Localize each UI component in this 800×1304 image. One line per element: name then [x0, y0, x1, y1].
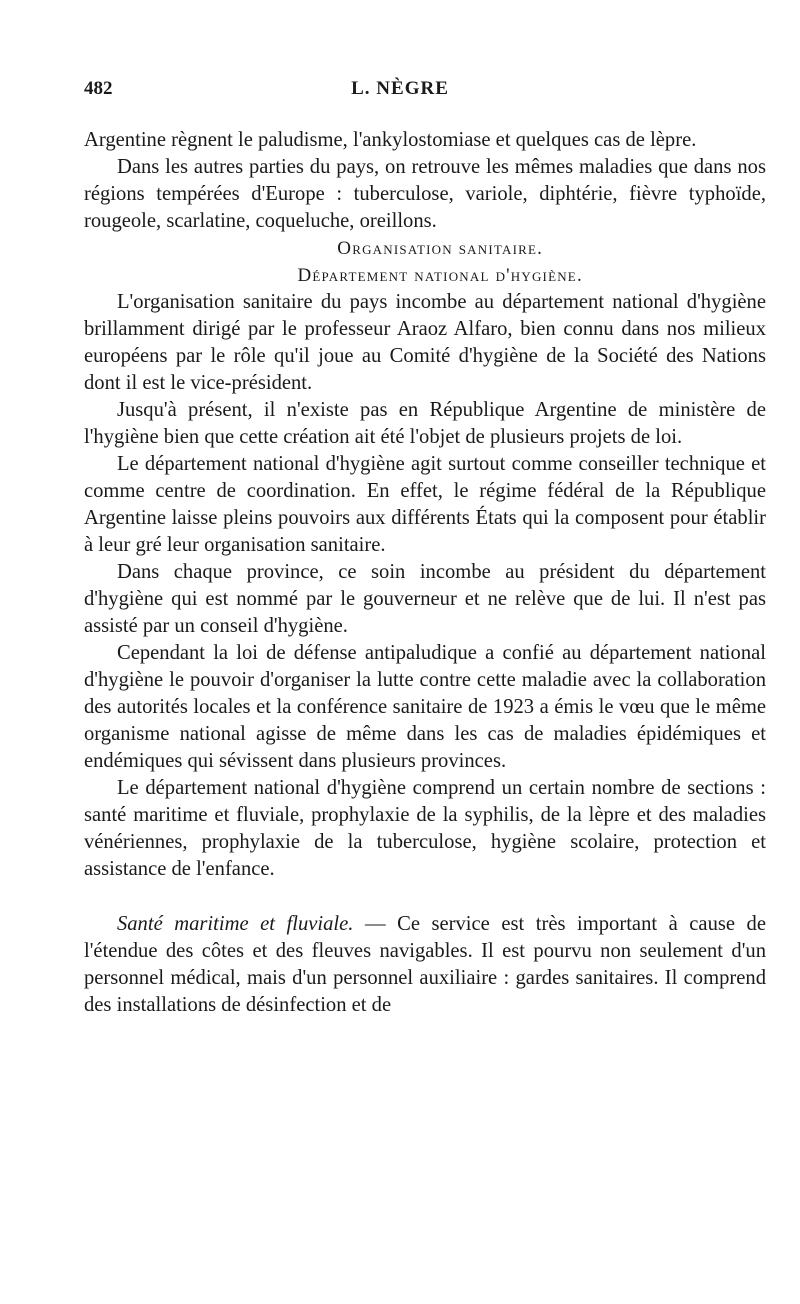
running-title: L. NÈGRE: [351, 78, 449, 99]
paragraph-maritime-health: [84, 911, 766, 1019]
paragraph-sections: Le département national d'hygiène comprend un certain nombre de sections : santé maritime et fluviale, prophylaxie de la syphilis, de la lèpre et des maladies vénériennes, prophylaxie de la tuberculose, hygiène scolaire, protection et assistance de l'enfance.: [84, 777, 766, 880]
paragraph-province: Dans chaque province, ce soin incombe au président du département d'hygiène qui est nommé par le gouverneur et ne relève que de lui. Il n'est pas assisté par un conseil d'hygiène.: [84, 561, 766, 637]
page-number: 482: [84, 78, 113, 99]
paragraph-organisation: L'organisation sanitaire du pays incombe au département national d'hygiène brillamment dirigé par le professeur Araoz Alfaro, bien connu dans nos milieux européens par le rôle qu'il joue au Comité d'hygiène de la Société des Nations dont il est le vice-président.: [84, 291, 766, 394]
subsection-heading: Département national d'hygiène.: [297, 265, 583, 286]
paragraph-maritime-text: — Ce service est très important à cause de l'étendue des côtes et des fleuves navigables. Il est pourvu non seulement d'un personnel médical, mais d'un personnel auxiliaire : gardes sanitaires. Il comprend des installations de désinfection et de: [84, 913, 766, 1016]
body-text: [84, 127, 766, 1019]
run-in-title: Santé maritime et fluviale.: [116, 913, 354, 935]
section-heading: Organisation sanitaire.: [337, 238, 544, 259]
paragraph-gap: [84, 883, 766, 911]
paragraph-antimalaria-law: Cependant la loi de défense antipaludique a confié au département national d'hygiène le pouvoir d'organiser la lutte contre cette maladie avec la collaboration des autorités locales et la conférence sanitaire de 1923 a émis le vœu que le même organisme national agisse de même dans les cas de maladies épidémiques et endémiques qui sévissent dans plusieurs provinces.: [84, 642, 766, 772]
running-header: [0, 78, 800, 102]
paragraph-continued: Argentine règnent le paludisme, l'ankylostomiase et quelques cas de lèpre.: [84, 129, 697, 151]
paragraph-other-regions: Dans les autres parties du pays, on retrouve les mêmes maladies que dans nos régions tempérées d'Europe : tuberculose, variole, diphtérie, fièvre typhoïde, rougeole, scarlatine, coqueluche, oreillons.: [84, 156, 766, 232]
paragraph-department-role: Le département national d'hygiène agit surtout comme conseiller technique et comme centre de coordination. En effet, le régime fédéral de la République Argentine laisse pleins pouvoirs aux différents États qui la composent pour établir à leur gré leur organisation sanitaire.: [84, 453, 766, 556]
paragraph-ministry: Jusqu'à présent, il n'existe pas en République Argentine de ministère de l'hygiène bien que cette création ait été l'objet de plusieurs projets de loi.: [84, 399, 766, 448]
